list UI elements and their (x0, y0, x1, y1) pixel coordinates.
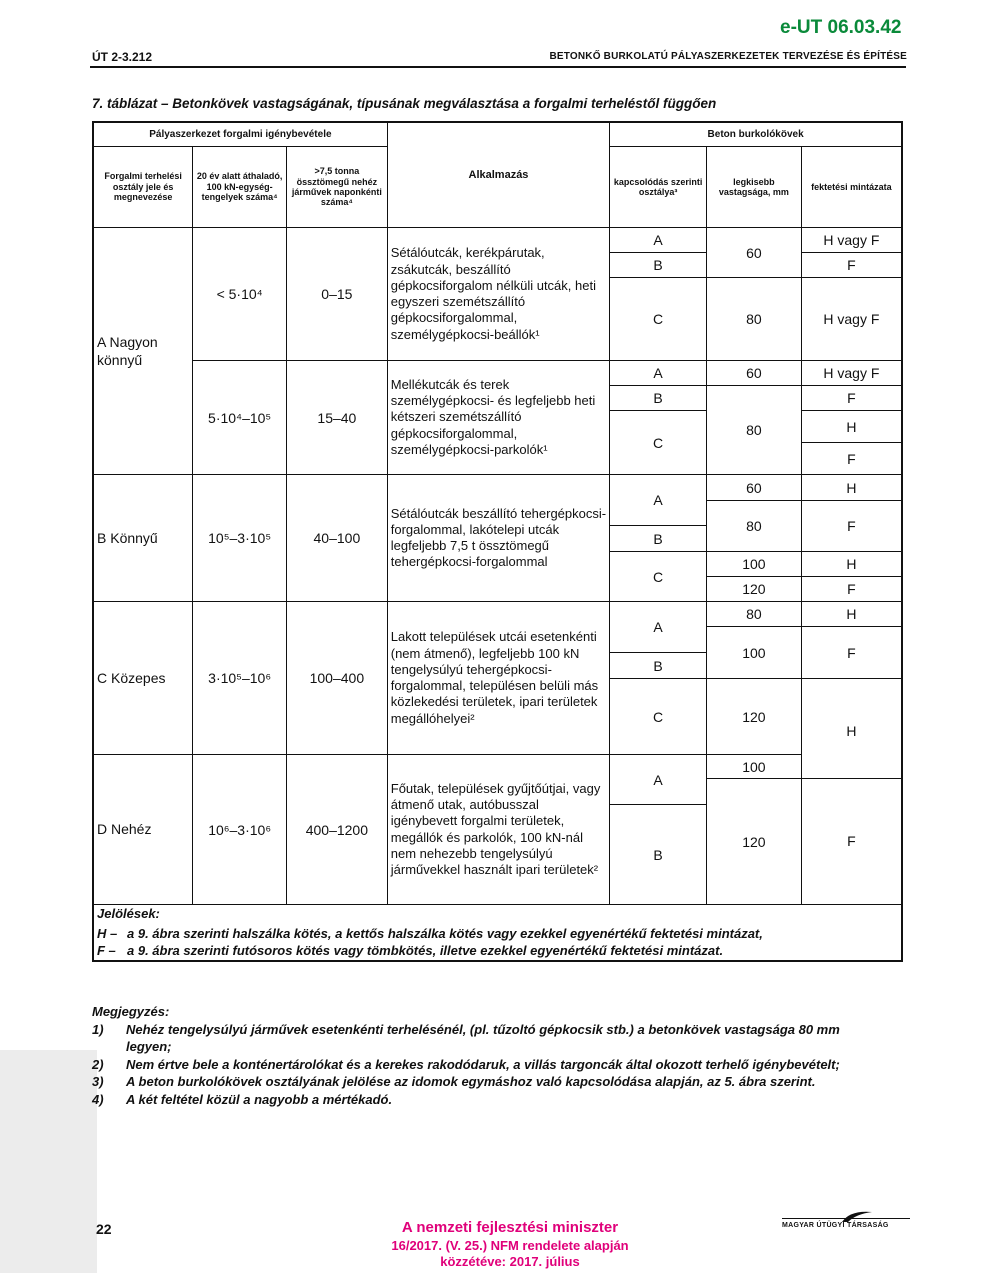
group-header-left: Pályaszerkezet forgalmi igénybevétele (93, 122, 387, 147)
a1-coupling-b: B (610, 253, 707, 278)
b-coupling-c: C (653, 568, 664, 585)
note-3: A beton burkolókövek osztályának jelölése az idomok egymáshoz való kapcsolódása alapján, az 5. ábra szerint. (126, 1074, 816, 1090)
c-vehicles: 100–400 (287, 602, 388, 755)
b-vehicles: 40–100 (287, 475, 388, 602)
d-axles: 10⁶–3·10⁶ (193, 755, 287, 905)
legend-f-text: a 9. ábra szerinti futósoros kötés vagy tömbkötés, illetve ezekkel egyenértékű fektetési mintázat. (127, 943, 724, 959)
footer-line-1: A nemzeti fejlesztési miniszter (401, 1219, 619, 1236)
a2-coupling-b: B (610, 386, 707, 411)
a1-coupling-a: A (610, 228, 707, 253)
c-coupling-b: B (610, 653, 706, 679)
header-rule (90, 66, 906, 68)
a1-vehicles: 0–15 (287, 228, 388, 361)
c-pattern-h: H (802, 602, 901, 627)
note-2-key: 2) (92, 1056, 104, 1072)
a2-pattern-f: F (801, 386, 902, 411)
col-header-pattern: fektetési mintázata (801, 147, 902, 228)
col-header-vehicles: >7,5 tonna össztömegű nehéz járművek naponkénti száma⁴ (287, 147, 388, 228)
a2-pattern-h: H (802, 411, 901, 443)
a2-application: Mellékutcák és terek személygépkocsi- és legfeljebb heti kétszeri szemétszállító gépkocsiforgalommal, személygépkocsi-parkolók¹ (387, 361, 609, 475)
a1-thickness-60: 60 (706, 228, 801, 278)
a2-axles: 5·10⁴–10⁵ (193, 361, 287, 475)
legend-h-key: H – (97, 925, 118, 941)
col-header-thickness: legkisebb vastagsága, mm (706, 147, 801, 228)
d-vehicles: 400–1200 (287, 755, 388, 905)
footer-line-2: 16/2017. (V. 25.) NFM rendelete alapján (391, 1237, 629, 1253)
d-pattern-f: F (802, 778, 901, 904)
group-header-right: Beton burkolókövek (610, 122, 902, 147)
b-thickness-120: 120 (742, 581, 766, 597)
page-number: 22 (96, 1221, 112, 1237)
note-3-key: 3) (92, 1074, 104, 1090)
c-pattern-h-120: H (846, 723, 857, 740)
table-caption: 7. táblázat – Betonkövek vastagságának, típusának megválasztása a forgalmi terheléstől függően (92, 96, 717, 111)
c-thickness-100: 100 (707, 627, 801, 679)
c-axles: 3·10⁵–10⁶ (193, 602, 287, 755)
a2-pattern-hf: H vagy F (801, 361, 902, 386)
footer-rule (782, 1218, 910, 1219)
b-pattern-h-100: H (802, 552, 901, 577)
col-header-class: Forgalmi terhelési osztály jele és megnevezése (93, 147, 193, 228)
a2-thickness-80: 80 (706, 386, 801, 475)
running-title: BETONKŐ BURKOLATÚ PÁLYASZERKEZETEK TERVEZÉSE ÉS ÉPÍTÉSE (549, 51, 907, 62)
note-1-key: 1) (92, 1021, 104, 1037)
c-thickness-120: 120 (742, 708, 766, 725)
col-header-coupling: kapcsolódás szerinti osztálya³ (610, 147, 707, 228)
document-code: e-UT 06.03.42 (780, 17, 902, 38)
a1-application: Sétálóutcák, kerékpárutak, zsákutcák, beszállító gépkocsiforgalom nélküli utcák, heti egyszeri szemétszállító gépkocsiforgalommal, személygépkocsi-beállók¹ (387, 228, 609, 361)
standard-number: ÚT 2-3.212 (92, 50, 153, 64)
b-coupling-a: A (610, 475, 706, 526)
d-application: Főutak, települések gyűjtőútjai, vagy átmenő utak, autóbusszal igénybevett forgalmi területek, megállók és parkolók, 100 kN-nál nem nehezebb tengelysúlyú járművekkel használt ipari területek² (387, 755, 609, 905)
b-thickness-60: 60 (707, 475, 801, 501)
class-a-cell: A Nagyon könnyű (93, 228, 193, 475)
b-pattern-h: H (802, 475, 901, 501)
a1-pattern-hf: H vagy F (801, 228, 902, 253)
b-thickness-80: 80 (707, 501, 801, 552)
d-thickness-120: 120 (742, 833, 766, 850)
scan-margin-shade (0, 1050, 97, 1273)
legend-h-text: a 9. ábra szerinti halszálka kötés, a kettős halszálka kötés vagy ezekkel egyenértékű fektetési mintázat, (127, 925, 763, 941)
notes-title: Megjegyzés: (92, 1004, 170, 1019)
c-coupling-c: C (653, 708, 664, 725)
legend-cell (93, 905, 902, 961)
b-thickness-100: 100 (707, 552, 801, 577)
d-coupling-b: B (653, 846, 663, 863)
publication-footer (250, 1219, 770, 1270)
b-pattern-f-120: F (847, 581, 856, 597)
traffic-load-table (92, 121, 903, 962)
note-1: Nehéz tengelysúlyú járművek esetenkénti terhelésénél, (pl. tűzoltó gépkocsik stb.) a betonkövek vastagsága 80 mm legyen; (126, 1021, 840, 1055)
b-coupling-b: B (610, 526, 706, 552)
a1-axles: < 5·10⁴ (193, 228, 287, 361)
d-thickness-100: 100 (707, 755, 801, 779)
b-application: Sétálóutcák beszállító tehergépkocsi-forgalommal, lakótelepi utcák legfeljebb 7,5 t össztömegű tehergépkocsi-forgalommal (387, 475, 609, 602)
footer-line-3: közzétéve: 2017. július (440, 1254, 580, 1269)
society-logo-text: MAGYAR ÚTÜGYI TÁRSASÁG (782, 1222, 889, 1229)
a2-pattern-f-100: F (847, 450, 856, 467)
a2-vehicles: 15–40 (287, 361, 388, 475)
legend-title: Jelölések: (97, 906, 160, 921)
a2-coupling-c: C (610, 411, 707, 475)
col-header-application: Alkalmazás (387, 122, 609, 228)
col-header-axles: 20 év alatt áthaladó, 100 kN-egység-tengelyek száma⁴ (193, 147, 287, 228)
c-pattern-f: F (802, 627, 901, 679)
note-4: A két feltétel közül a nagyobb a mértékadó. (126, 1091, 393, 1107)
b-axles: 10⁵–3·10⁵ (193, 475, 287, 602)
class-c-cell: C Közepes (93, 602, 193, 755)
b-pattern-f: F (802, 501, 901, 552)
a2-thickness-60: 60 (706, 361, 801, 386)
a1-pattern-f: F (801, 253, 902, 278)
c-coupling-a: A (610, 602, 706, 653)
c-thickness-80: 80 (707, 602, 801, 627)
notes-block (92, 1003, 892, 1108)
a1-thickness-80: 80 (706, 278, 801, 361)
class-b-cell: B Könnyű (93, 475, 193, 602)
class-d-cell: D Nehéz (93, 755, 193, 905)
legend-f-key: F – (97, 943, 116, 959)
a2-coupling-a: A (610, 361, 707, 386)
d-coupling-a: A (610, 755, 706, 805)
c-application: Lakott települések utcái esetenkénti (nem átmenő), legfeljebb 100 kN tengelysúlyú tehergépkocsi-forgalommal, településen belüli más közlekedési területek, ipari területek megállóhelyei² (387, 602, 609, 755)
a1-coupling-c: C (610, 278, 707, 361)
d-pattern-spacer (802, 755, 901, 778)
note-4-key: 4) (92, 1091, 104, 1107)
note-2: Nem értve bele a konténertárolókat és a kerekes rakodódaruk, a villás targoncák által okozott terhelő igénybevételt; (126, 1056, 840, 1072)
a1-pattern-hf-c: H vagy F (801, 278, 902, 361)
